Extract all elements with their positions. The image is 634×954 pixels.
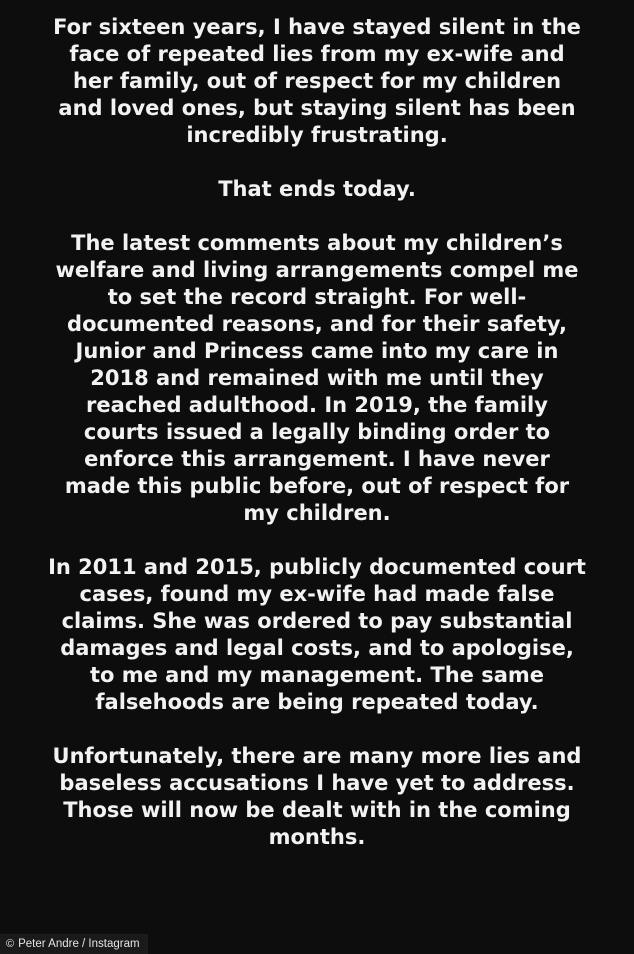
text-line: months.: [268, 825, 366, 849]
text-line: and loved ones, but staying silent has been: [58, 96, 576, 120]
photo-credit-text: Peter Andre / Instagram: [18, 938, 140, 950]
paragraph-closing: [0, 743, 634, 851]
text-line: her family, out of respect for my children: [72, 69, 562, 93]
text-line: to me and my management. The same: [89, 663, 545, 687]
paragraph-ends-today: [0, 176, 634, 203]
paragraph-court-cases: [0, 554, 634, 716]
text-line: face of repeated lies from my ex-wife and: [69, 42, 565, 66]
text-line: For sixteen years, I have stayed silent in the: [53, 15, 581, 39]
text-line: falsehoods are being repeated today.: [95, 690, 539, 714]
text-line: enforce this arrangement. I have never: [84, 447, 550, 471]
text-line: damages and legal costs, and to apologise,: [60, 636, 574, 660]
story-text: [0, 14, 634, 878]
text-line: The latest comments about my children’s: [71, 231, 563, 255]
text-line: claims. She was ordered to pay substantial: [61, 609, 573, 633]
text-line: incredibly frustrating.: [186, 123, 448, 147]
text-line: 2018 and remained with me until they: [90, 366, 544, 390]
text-line: Those will now be dealt with in the coming: [63, 798, 571, 822]
text-line: to set the record straight. For well-: [107, 285, 527, 309]
paragraph-intro: [0, 14, 634, 149]
text-line: documented reasons, and for their safety,: [67, 312, 567, 336]
text-line: courts issued a legally binding order to: [83, 420, 551, 444]
text-line: Unfortunately, there are many more lies and: [52, 744, 582, 768]
paragraph-children: [0, 230, 634, 527]
text-line: welfare and living arrangements compel me: [55, 258, 579, 282]
text-line: That ends today.: [218, 177, 416, 201]
text-line: reached adulthood. In 2019, the family: [86, 393, 548, 417]
text-line: Junior and Princess came into my care in: [75, 339, 559, 363]
text-line: In 2011 and 2015, publicly documented court: [48, 555, 586, 579]
text-line: made this public before, out of respect for: [64, 474, 570, 498]
text-line: baseless accusations I have yet to address.: [59, 771, 575, 795]
copyright-icon: ©: [6, 938, 15, 950]
text-line: cases, found my ex-wife had made false: [79, 582, 555, 606]
text-line: my children.: [243, 501, 391, 525]
photo-credit: [0, 934, 148, 954]
